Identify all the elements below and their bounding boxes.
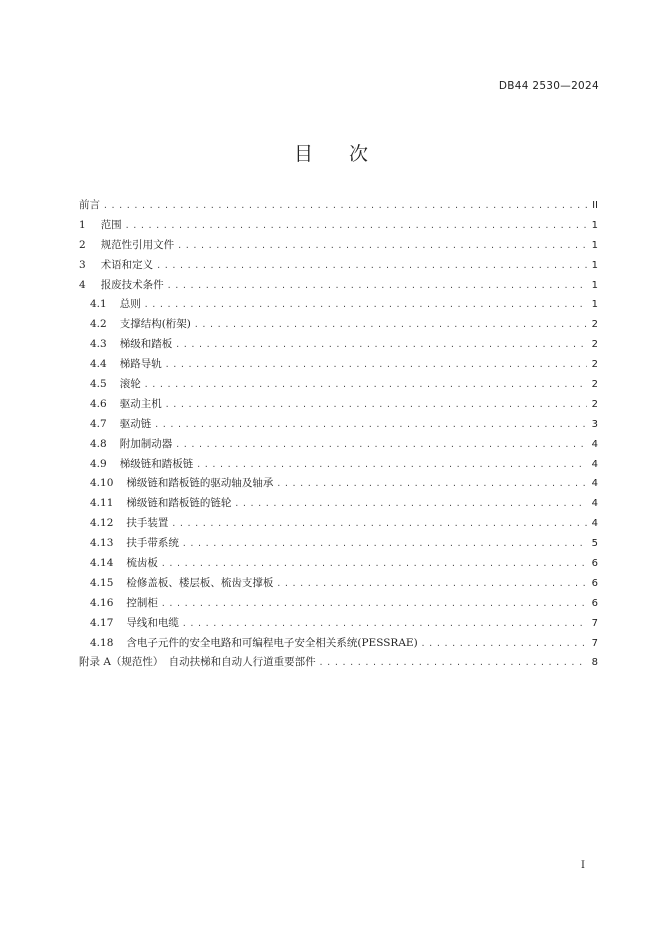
toc-entry[interactable] (79, 375, 598, 395)
toc-entry-number: 3 (79, 258, 86, 271)
toc-entry-label: 控制柜 (126, 596, 158, 609)
toc-dot-leader (167, 276, 587, 296)
toc-entry-page: 4 (591, 478, 598, 490)
toc-entry-page: 4 (591, 498, 598, 510)
toc-entry-page: 4 (591, 458, 598, 470)
toc-entry-label: 术语和定义 (100, 258, 154, 271)
toc-entry-number: 4.7 (90, 417, 107, 430)
toc-dot-leader (177, 236, 587, 256)
toc-entry-number: 4.16 (90, 596, 114, 609)
toc-entry-page: 4 (591, 518, 598, 530)
toc-entry-label: 前言 (79, 199, 100, 211)
toc-dot-leader (171, 514, 587, 534)
toc-entry-number: 4.15 (90, 576, 114, 589)
toc-entry[interactable] (79, 514, 598, 534)
toc-entry-page: 6 (591, 597, 598, 609)
toc-entry-page: 5 (591, 538, 598, 550)
toc-entry-label: 含电子元件的安全电路和可编程电子安全相关系统(PESSRAE) (126, 636, 418, 649)
toc-entry-label: 扶手装置 (126, 517, 169, 530)
toc-entry-number: 4.14 (90, 557, 114, 570)
toc-entry-label: 扶手带系统 (126, 537, 179, 550)
toc-entry-label: 范围 (100, 218, 122, 231)
toc-entry-number: 4.3 (90, 338, 107, 351)
toc-entry-number: 2 (79, 238, 86, 251)
toc-entry-label: 报废技术条件 (100, 278, 164, 291)
toc-entry[interactable] (79, 554, 598, 574)
toc-entry[interactable] (79, 494, 598, 514)
toc-entry-label: 梯级链和踏板链 (119, 457, 194, 470)
toc-dot-leader (103, 196, 587, 216)
toc-entry-number: 4.9 (90, 457, 107, 470)
toc-entry-label: 梳齿板 (126, 557, 158, 570)
toc-entry-number: 4 (79, 278, 86, 291)
toc-entry-page: 2 (591, 398, 598, 410)
toc-entry-number: 4.18 (90, 636, 114, 649)
toc-dot-leader (161, 594, 587, 614)
toc-entry-label: 导线和电缆 (126, 616, 179, 629)
toc-entry-label: 总则 (119, 298, 141, 311)
toc-entry[interactable] (79, 355, 598, 375)
toc-entry-label: 检修盖板、楼层板、梳齿支撑板 (126, 576, 274, 589)
toc-entry-page: 7 (591, 637, 598, 649)
toc-entry[interactable] (79, 614, 598, 634)
toc-entry[interactable] (79, 634, 598, 654)
toc-entry-label: 梯级链和踏板链的链轮 (126, 497, 232, 510)
toc-entry-number: 4.1 (90, 298, 107, 311)
toc-entry-number: 4.6 (90, 397, 107, 410)
toc-entry[interactable] (79, 435, 598, 455)
toc-entry-label: 梯路导轨 (119, 358, 162, 371)
document-code: DB44 2530—2024 (498, 80, 599, 92)
toc-dot-leader (319, 653, 587, 673)
toc-dot-leader (196, 455, 587, 475)
toc-entry-page: 6 (591, 558, 598, 570)
toc-entry[interactable] (79, 335, 598, 355)
toc-entry-page: 8 (591, 657, 598, 669)
toc-dot-leader (175, 435, 587, 455)
toc-dot-leader (144, 375, 587, 395)
toc-dot-leader (156, 256, 587, 276)
toc-entry-number: 4.8 (90, 437, 107, 450)
toc-entry[interactable] (79, 315, 598, 335)
toc-entry-number: 4.11 (90, 497, 114, 510)
toc-entry-number: 4.12 (90, 517, 114, 530)
page-title (0, 139, 662, 166)
toc-dot-leader (194, 315, 587, 335)
toc-entry[interactable] (79, 574, 598, 594)
toc-dot-leader (276, 474, 587, 494)
toc-entry-number: 4.4 (90, 358, 107, 371)
toc-entry-label: 附加制动器 (119, 437, 173, 450)
toc-entry-number: 4.10 (90, 477, 114, 490)
toc-dot-leader (182, 534, 587, 554)
toc-entry[interactable] (79, 256, 598, 276)
toc-entry-label: 支撑结构(桁架) (119, 318, 191, 331)
toc-dot-leader (175, 335, 587, 355)
toc-entry-label: 驱动主机 (119, 397, 162, 410)
table-of-contents (79, 196, 598, 673)
toc-entry-label: 滚轮 (119, 378, 141, 391)
toc-dot-leader (165, 395, 587, 415)
toc-dot-leader (125, 216, 587, 236)
toc-dot-leader (234, 494, 587, 514)
toc-entry-label: 驱动链 (119, 417, 152, 430)
toc-entry[interactable] (79, 455, 598, 475)
toc-entry-label: 梯级和踏板 (119, 338, 173, 351)
toc-entry[interactable] (79, 236, 598, 256)
toc-entry-page: 1 (591, 299, 598, 311)
toc-entry-number: 4.5 (90, 378, 107, 391)
toc-entry-number: 4.13 (90, 537, 114, 550)
toc-entry-page: 6 (591, 577, 598, 589)
toc-entry[interactable] (79, 534, 598, 554)
toc-entry-number: 4.17 (90, 616, 114, 629)
toc-entry[interactable] (79, 216, 598, 236)
toc-entry-label: 梯级链和踏板链的驱动轴及轴承 (126, 477, 274, 490)
toc-entry[interactable] (79, 594, 598, 614)
toc-entry[interactable] (79, 295, 598, 315)
title-char-1: 目 (293, 143, 313, 165)
toc-entry-page: 1 (591, 259, 598, 271)
toc-entry[interactable] (79, 474, 598, 494)
toc-entry-page: 1 (591, 219, 598, 231)
title-char-2: 次 (349, 143, 369, 165)
toc-entry-page: 7 (591, 617, 598, 629)
toc-entry-number: 1 (79, 218, 86, 231)
toc-entry-page: 1 (591, 279, 598, 291)
toc-entry-page: 1 (591, 239, 598, 251)
toc-entry-number: 4.2 (90, 318, 107, 331)
toc-entry[interactable] (79, 653, 598, 673)
toc-dot-leader (182, 614, 587, 634)
toc-entry-page: 3 (591, 418, 598, 430)
toc-entry-page: II (592, 200, 598, 211)
toc-dot-leader (276, 574, 587, 594)
toc-entry-page: 4 (591, 438, 598, 450)
toc-entry-label: 规范性引用文件 (100, 238, 175, 251)
toc-entry[interactable] (79, 276, 598, 296)
toc-entry-page: 2 (591, 339, 598, 351)
toc-entry-page: 2 (591, 379, 598, 391)
toc-entry-label: 附录 A（规范性） 自动扶梯和自动人行道重要部件 (79, 656, 316, 669)
toc-entry-page: 2 (591, 319, 598, 331)
toc-dot-leader (144, 295, 587, 315)
toc-entry[interactable] (79, 196, 598, 216)
page-number: I (581, 860, 585, 871)
toc-entry[interactable] (79, 415, 598, 435)
toc-dot-leader (165, 355, 587, 375)
toc-dot-leader (154, 415, 587, 435)
toc-dot-leader (421, 634, 587, 654)
toc-entry[interactable] (79, 395, 598, 415)
toc-dot-leader (161, 554, 587, 574)
toc-entry-page: 2 (591, 359, 598, 371)
